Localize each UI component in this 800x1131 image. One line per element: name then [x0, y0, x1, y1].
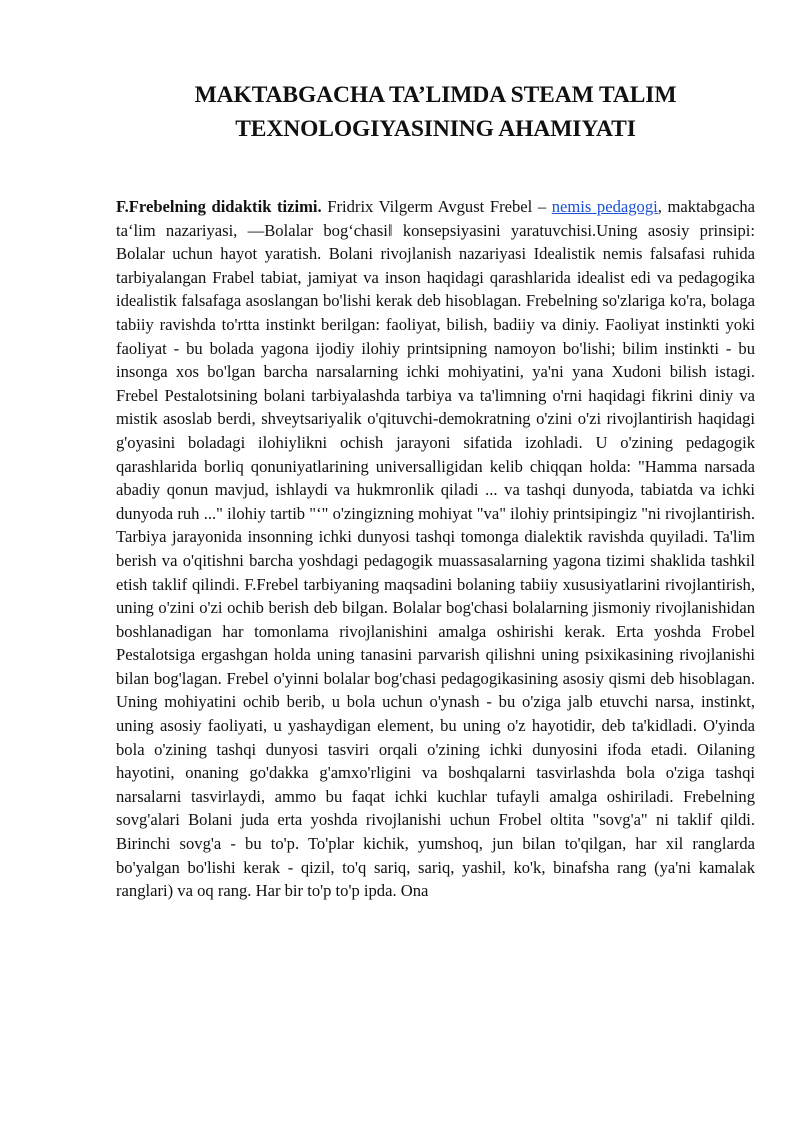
intro-text: Fridrix Vilgerm Avgust Frebel –: [321, 197, 552, 216]
section-heading: F.Frebelning didaktik tizimi.: [116, 197, 322, 216]
nemis-pedagogi-link[interactable]: nemis pedagogi: [551, 197, 658, 216]
body-paragraph: [116, 195, 755, 903]
document-page: [116, 78, 755, 903]
document-title: [116, 78, 755, 146]
title-line-2: TEXNOLOGIYASINING AHAMIYATI: [235, 116, 636, 142]
title-line-1: MAKTABGACHA TA’LIMDA STEAM TALIM: [194, 82, 677, 108]
body-text: , maktabgacha ta‘lim nazariyasi, ―Bolalar bog‘chasi‖ konsepsiyasini yaratuvchisi.Uning asosiy prinsipi: Bolalar uchun hayot yaratish. Bolani rivojlanish nazariyasi Idealistik nemis falsafasi ruhida tarbiyalangan Frabel tabiat, jamiyat va inson haqidagi qarashlarida idealist edi va pedagogika idealistik falsafaga asoslangan bo'lishi kerak deb hisoblagan. Frebelning so'zlariga ko'ra, bolaga tabiiy ravishda to'rtta instinkt berilgan: faoliyat, bilish, badiiy va diniy. Faoliyat instinkti yoki faoliyat - bu bolada yagona ijodiy ilohiy printsipning namoyon bo'lishi; bilim instinkti - bu insonga xos bo'lgan barcha narsalarning ichki mohiyatini, ya'ni yana Xudoni bilish istagi. Frebel Pestalotsining bolani tarbiyalashda tarbiya va ta'limning o'rni haqidagi fikrini diniy va mistik asoslab berdi, shveytsariyalik o'qituvchi-demokratning o'zini o'zi rivojlantirish haqidagi g'oyasini boladagi ilohiylikni ochish jarayoni sifatida izohladi. U o'zining pedagogik qarashlarida borliq qonuniyatlarining universalligidan kelib chiqqan holda: "Hamma narsada abadiy qonun mavjud, ishlaydi va hukmronlik qiladi ... va tashqi dunyoda, tabiatda va ichki dunyoda ruh ..." ilohiy tartib "‘" o'zingizning mohiyat "va" ilohiy printsipingiz "ni rivojlantirish. Tarbiya jarayonida insonning ichki dunyosi tashqi tomonga dialektik ravishda quyiladi. Ta'lim berish va o'qitishni barcha yoshdagi pedagogik muassasalarning yagona tizimi shaklida tashkil etish taklif qilindi. F.Frebel tarbiyaning maqsadini bolaning tabiiy xususiyatlarini rivojlantirish, uning o'zini o'zi ochib berish deb bilgan. Bolalar bog'chasi bolalarning jismoniy rivojlanishidan boshlanadigan har tomonlama rivojlanishini amalga oshirishi kerak. Erta yoshda Frobel Pestalotsiga ergashgan holda uning tanasini parvarish qilishni uning psixikasining rivojlanishi bilan bog'lagan. Frebel o'yinni bolalar bog'chasi pedagogikasining asosiy qismi deb hisoblagan. Uning mohiyatini ochib berib, u bola uchun o'ynash - bu o'ziga jalb etuvchi narsa, instinkt, uning asosiy faoliyati, u yashaydigan element, bu uning o'z hayotidir, deb ta'kidladi. O'yinda bola o'zining tashqi dunyosi tasviri orqali o'zining ichki dunyosini ifoda etadi. Oilaning hayotini, onaning go'dakka g'amxo'rligini va boshqalarni tasvirlashda bola o'ziga tashqi narsalarni tasvirlaydi, ammo bu faqat ichki kuchlar tufayli amalga oshiriladi. Frebelning sovg'alari Bolani juda erta yoshda rivojlanishi uchun Frobel oltita "sovg'a" ni taklif qildi. Birinchi sovg'a - bu to'p. To'plar kichik, yumshoq, jun bilan to'qilgan, har xil ranglarda bo'yalgan bo'lishi kerak - qizil, to'q sariq, sariq, yashil, ko'k, binafsha rang (ya'ni kamalak ranglari) va oq rang. Har bir to'p to'p ipda. Ona: [116, 197, 755, 901]
